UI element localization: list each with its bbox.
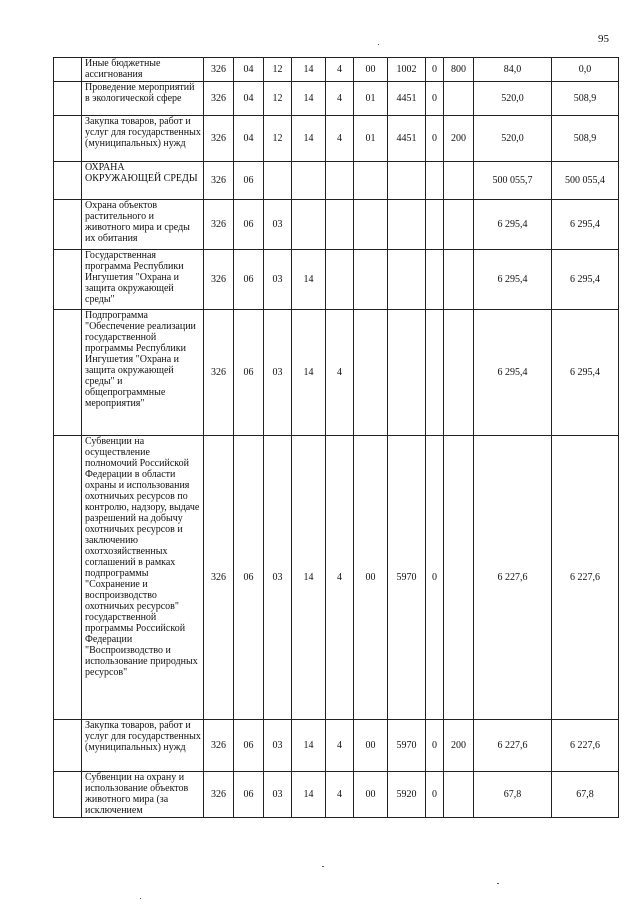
code-cell-c7: 1002 — [388, 58, 426, 82]
amount-cell-v2: 508,9 — [552, 82, 619, 116]
amount-cell-v2: 0,0 — [552, 58, 619, 82]
item-name-cell: Проведение мероприятий в экологической сфере — [82, 82, 204, 116]
amount-cell-v2: 6 227,6 — [552, 436, 619, 720]
page-number: 95 — [598, 33, 609, 45]
table-row — [54, 720, 619, 772]
code-cell-c1: 326 — [204, 116, 234, 162]
code-cell-c8: 0 — [426, 772, 444, 818]
table-row — [54, 250, 619, 310]
code-cell-c5: 4 — [326, 82, 354, 116]
amount-cell-v1: 6 295,4 — [474, 200, 552, 250]
code-cell-c3: 03 — [264, 772, 292, 818]
code-cell-c2: 06 — [234, 200, 264, 250]
row-number-cell — [54, 200, 82, 250]
code-cell-c3: 12 — [264, 116, 292, 162]
code-cell-c7: 5920 — [388, 772, 426, 818]
amount-cell-v1: 6 227,6 — [474, 436, 552, 720]
code-cell-c9 — [444, 772, 474, 818]
item-name-cell: Иные бюджетные ассигнования — [82, 58, 204, 82]
code-cell-c4: 14 — [292, 436, 326, 720]
amount-cell-v1: 84,0 — [474, 58, 552, 82]
row-number-cell — [54, 58, 82, 82]
code-cell-c5 — [326, 162, 354, 200]
code-cell-c8: 0 — [426, 720, 444, 772]
code-cell-c2: 04 — [234, 116, 264, 162]
code-cell-c9 — [444, 310, 474, 436]
code-cell-c6 — [354, 162, 388, 200]
code-cell-c8 — [426, 162, 444, 200]
code-cell-c7: 4451 — [388, 82, 426, 116]
row-number-cell — [54, 720, 82, 772]
item-name-cell: Государственная программа Республики Ингушетия "Охрана и защита окружающей среды" — [82, 250, 204, 310]
code-cell-c4: 14 — [292, 720, 326, 772]
code-cell-c1: 326 — [204, 82, 234, 116]
amount-cell-v2: 508,9 — [552, 116, 619, 162]
code-cell-c6: 00 — [354, 772, 388, 818]
code-cell-c2: 06 — [234, 250, 264, 310]
amount-cell-v2: 6 227,6 — [552, 720, 619, 772]
code-cell-c8: 0 — [426, 436, 444, 720]
code-cell-c4: 14 — [292, 310, 326, 436]
code-cell-c2: 06 — [234, 720, 264, 772]
amount-cell-v1: 520,0 — [474, 116, 552, 162]
item-name-cell: Субвенции на осуществление полномочий Российской Федерации в области охраны и использования охотничьих ресурсов по контролю, надзору, выдаче разрешений на добычу охотничьих ресурсов и заключению охотхозяйственных соглашений в рамках подпрограммы "Сохранение и воспроизводство охотничьих ресурсов" государственной программы Российской Федерации "Воспроизводство и использование природных ресурсов" — [82, 436, 204, 720]
code-cell-c7 — [388, 200, 426, 250]
code-cell-c4: 14 — [292, 250, 326, 310]
item-name-cell: Охрана объектов растительного и животного мира и среды их обитания — [82, 200, 204, 250]
code-cell-c5: 4 — [326, 436, 354, 720]
code-cell-c9 — [444, 82, 474, 116]
code-cell-c7: 5970 — [388, 436, 426, 720]
amount-cell-v2: 500 055,4 — [552, 162, 619, 200]
amount-cell-v1: 520,0 — [474, 82, 552, 116]
table-row — [54, 772, 619, 818]
code-cell-c4 — [292, 162, 326, 200]
code-cell-c3: 12 — [264, 82, 292, 116]
code-cell-c9 — [444, 162, 474, 200]
scan-speck — [322, 866, 324, 867]
table-row — [54, 200, 619, 250]
table-row — [54, 58, 619, 82]
row-number-cell — [54, 162, 82, 200]
code-cell-c7 — [388, 162, 426, 200]
code-cell-c1: 326 — [204, 310, 234, 436]
code-cell-c8: 0 — [426, 82, 444, 116]
code-cell-c5 — [326, 250, 354, 310]
code-cell-c7 — [388, 250, 426, 310]
code-cell-c8 — [426, 310, 444, 436]
scan-speck — [378, 44, 379, 45]
budget-table — [53, 57, 619, 818]
code-cell-c6 — [354, 200, 388, 250]
code-cell-c4: 14 — [292, 58, 326, 82]
code-cell-c2: 06 — [234, 162, 264, 200]
amount-cell-v1: 6 295,4 — [474, 310, 552, 436]
code-cell-c7: 4451 — [388, 116, 426, 162]
code-cell-c6 — [354, 310, 388, 436]
code-cell-c3: 12 — [264, 58, 292, 82]
code-cell-c3: 03 — [264, 200, 292, 250]
amount-cell-v1: 67,8 — [474, 772, 552, 818]
row-number-cell — [54, 772, 82, 818]
table-row — [54, 116, 619, 162]
row-number-cell — [54, 436, 82, 720]
code-cell-c3: 03 — [264, 720, 292, 772]
amount-cell-v2: 67,8 — [552, 772, 619, 818]
code-cell-c1: 326 — [204, 436, 234, 720]
item-name-cell: Закупка товаров, работ и услуг для государственных (муниципальных) нужд — [82, 720, 204, 772]
code-cell-c5: 4 — [326, 720, 354, 772]
item-name-cell: Субвенции на охрану и использование объектов животного мира (за исключением — [82, 772, 204, 818]
code-cell-c1: 326 — [204, 162, 234, 200]
code-cell-c2: 06 — [234, 772, 264, 818]
code-cell-c1: 326 — [204, 720, 234, 772]
code-cell-c8: 0 — [426, 58, 444, 82]
row-number-cell — [54, 82, 82, 116]
code-cell-c5: 4 — [326, 58, 354, 82]
code-cell-c2: 06 — [234, 436, 264, 720]
code-cell-c7: 5970 — [388, 720, 426, 772]
code-cell-c8 — [426, 250, 444, 310]
code-cell-c5: 4 — [326, 310, 354, 436]
amount-cell-v2: 6 295,4 — [552, 310, 619, 436]
code-cell-c3: 03 — [264, 250, 292, 310]
code-cell-c9 — [444, 200, 474, 250]
table-row — [54, 310, 619, 436]
code-cell-c9: 200 — [444, 720, 474, 772]
code-cell-c1: 326 — [204, 200, 234, 250]
scan-speck — [497, 883, 499, 884]
code-cell-c2: 04 — [234, 82, 264, 116]
code-cell-c1: 326 — [204, 772, 234, 818]
code-cell-c9: 800 — [444, 58, 474, 82]
code-cell-c6: 00 — [354, 436, 388, 720]
code-cell-c1: 326 — [204, 58, 234, 82]
code-cell-c3: 03 — [264, 436, 292, 720]
code-cell-c2: 06 — [234, 310, 264, 436]
code-cell-c4: 14 — [292, 82, 326, 116]
code-cell-c1: 326 — [204, 250, 234, 310]
code-cell-c4: 14 — [292, 116, 326, 162]
code-cell-c9: 200 — [444, 116, 474, 162]
table-row — [54, 162, 619, 200]
item-name-cell: Подпрограмма "Обеспечение реализации государственной программы Республики Ингушетия "Охрана и защита окружающей среды" и общепрограммные мероприятия" — [82, 310, 204, 436]
item-name-cell: Закупка товаров, работ и услуг для государственных (муниципальных) нужд — [82, 116, 204, 162]
code-cell-c9 — [444, 436, 474, 720]
code-cell-c3: 03 — [264, 310, 292, 436]
row-number-cell — [54, 310, 82, 436]
table-row — [54, 82, 619, 116]
amount-cell-v2: 6 295,4 — [552, 200, 619, 250]
code-cell-c2: 04 — [234, 58, 264, 82]
code-cell-c6: 01 — [354, 116, 388, 162]
code-cell-c6: 00 — [354, 58, 388, 82]
code-cell-c9 — [444, 250, 474, 310]
scan-speck — [140, 898, 141, 899]
code-cell-c5: 4 — [326, 772, 354, 818]
row-number-cell — [54, 116, 82, 162]
code-cell-c8 — [426, 200, 444, 250]
code-cell-c6: 01 — [354, 82, 388, 116]
amount-cell-v1: 6 295,4 — [474, 250, 552, 310]
item-name-cell: ОХРАНА ОКРУЖАЮЩЕЙ СРЕДЫ — [82, 162, 204, 200]
code-cell-c8: 0 — [426, 116, 444, 162]
code-cell-c6: 00 — [354, 720, 388, 772]
row-number-cell — [54, 250, 82, 310]
amount-cell-v1: 6 227,6 — [474, 720, 552, 772]
code-cell-c6 — [354, 250, 388, 310]
table-row — [54, 436, 619, 720]
amount-cell-v1: 500 055,7 — [474, 162, 552, 200]
code-cell-c3 — [264, 162, 292, 200]
code-cell-c4 — [292, 200, 326, 250]
code-cell-c7 — [388, 310, 426, 436]
code-cell-c5: 4 — [326, 116, 354, 162]
code-cell-c4: 14 — [292, 772, 326, 818]
code-cell-c5 — [326, 200, 354, 250]
amount-cell-v2: 6 295,4 — [552, 250, 619, 310]
